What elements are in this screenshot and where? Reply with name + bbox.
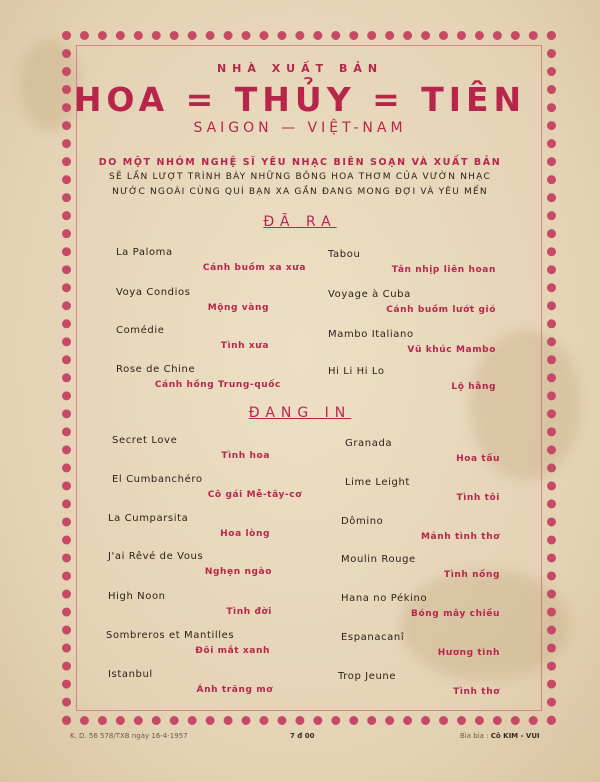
song-title: Tabou: [328, 249, 361, 260]
price: 7 đ 00: [290, 732, 315, 740]
song-title: Hana no Pékino: [341, 593, 428, 604]
printing-item: [338, 671, 500, 711]
song-title: Mambo Italiano: [328, 329, 414, 340]
song-viet-title: Cô gái Mễ-tây-cơ: [207, 490, 302, 500]
song-viet-title: Tình tôi: [456, 493, 500, 503]
song-title: Voya Condios: [116, 287, 191, 298]
publisher-label: NHÀ XUẤT BẢN: [216, 62, 384, 75]
song-viet-title: Lộ hằng: [451, 382, 496, 392]
printing-item: [345, 438, 500, 478]
song-viet-title: Hoa lòng: [220, 529, 270, 539]
publisher-brand: HOA = THỦY = TIÊN: [73, 80, 527, 119]
song-title: La Paloma: [116, 247, 173, 258]
intro-line-3: NƯỚC NGOÀI CÙNG QUÍ BẠN XA GẦN ĐANG MONG ĐỢI VÀ YÊU MẾN: [112, 187, 488, 197]
song-title: La Cumparsita: [108, 513, 189, 524]
song-title: High Noon: [108, 591, 166, 602]
intro-text: [76, 155, 524, 200]
released-item: [116, 247, 306, 287]
released-item: [328, 329, 496, 369]
song-title: Comédie: [116, 325, 165, 336]
song-title: Lime Leight: [345, 477, 410, 488]
song-title: Granada: [345, 438, 393, 449]
song-viet-title: Tình thơ: [453, 687, 500, 697]
song-title: Dômino: [341, 516, 384, 527]
intro-line-2: SẼ LẦN LƯỢT TRÌNH BÀY NHỮNG BÔNG HOA THƠM CỦA VƯỜN NHẠC: [109, 172, 491, 182]
printing-item: [345, 477, 500, 517]
printing-item: [108, 551, 272, 591]
printing-item: [112, 474, 302, 514]
song-viet-title: Cánh hồng Trung-quốc: [154, 380, 281, 390]
publisher-city: SAIGON — VIỆT-NAM: [193, 120, 407, 136]
song-title: Hi Li Hi Lo: [328, 366, 385, 377]
song-viet-title: Hương tình: [437, 648, 500, 658]
song-title: Voyage à Cuba: [328, 289, 411, 300]
song-title: Rose de Chine: [116, 364, 196, 375]
song-viet-title: Bóng mây chiều: [411, 609, 500, 619]
song-title: Moulin Rouge: [341, 554, 416, 565]
song-title: Espanacanî: [341, 632, 405, 643]
cover-credit-name: Cô KIM - VUI: [490, 732, 540, 740]
printing-item: [108, 591, 272, 631]
song-viet-title: Cánh buồm lướt gió: [386, 305, 496, 315]
publication-permit: K. D. 56 578/TXB ngày 16-4-1957: [70, 732, 188, 740]
song-viet-title: Vũ khúc Mambo: [407, 345, 496, 355]
printing-item: [341, 632, 500, 672]
printing-item: [108, 669, 273, 709]
released-item: [328, 366, 496, 406]
printing-item: [341, 554, 500, 594]
song-viet-title: Mảnh tình thơ: [420, 532, 500, 542]
song-viet-title: Ánh trăng mơ: [196, 685, 273, 695]
song-viet-title: Đôi mắt xanh: [195, 646, 270, 656]
cover-credit: [460, 732, 540, 740]
song-viet-title: Tình hoa: [221, 451, 270, 461]
released-item: [116, 287, 269, 327]
song-viet-title: Nghẹn ngào: [204, 567, 272, 577]
released-item: [116, 325, 269, 365]
song-viet-title: Tân nhịp liên hoan: [391, 265, 496, 275]
song-title: J'ai Rêvé de Vous: [108, 551, 204, 562]
cover-credit-label: Bìa bìa :: [460, 732, 489, 740]
section-title-printing: ĐANG IN: [248, 405, 352, 421]
song-title: Secret Love: [112, 435, 178, 446]
printing-item: [341, 516, 500, 556]
song-viet-title: Hoa tấu: [456, 454, 500, 464]
section-title-released: ĐÃ RA: [263, 214, 337, 230]
printing-item: [106, 630, 270, 670]
song-viet-title: Tình đời: [226, 607, 272, 617]
song-viet-title: Mộng vàng: [207, 303, 269, 313]
released-item: [328, 289, 496, 329]
song-title: Sombreros et Mantilles: [106, 630, 235, 641]
song-viet-title: Tình nồng: [443, 570, 500, 580]
song-viet-title: Tình xưa: [220, 341, 269, 351]
intro-line-1: DO MỘT NHÓM NGHỆ SĨ YÊU NHẠC BIÊN SOẠN VÀ XUẤT BẢN: [98, 157, 502, 168]
song-title: Istanbul: [108, 669, 153, 680]
printing-item: [341, 593, 500, 633]
song-viet-title: Cánh buồm xa xưa: [202, 263, 306, 273]
printing-item: [112, 435, 270, 475]
released-item: [116, 364, 281, 404]
song-title: El Cumbanchéro: [112, 474, 203, 485]
released-item: [328, 249, 496, 289]
printing-item: [108, 513, 270, 553]
song-title: Trop Jeune: [338, 671, 397, 682]
